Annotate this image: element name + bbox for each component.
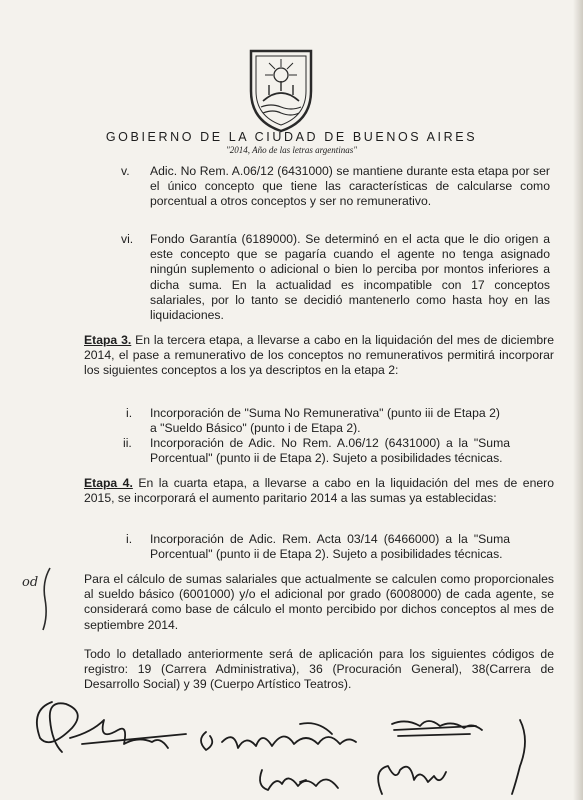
etapa4-text: En la cuarta etapa, a llevarse a cabo en la liquidación del mes de enero 2015, se incorporará el aumento paritario 2014 a las sumas ya establecidas: [84,476,554,506]
etapa3-item-ii-text: Incorporación de Adic. No Rem. A.06/12 (6431000) a la "Suma Porcentual" (punto ii de Etapa 2). Sujeto a posibilidades técnicas. [150,436,510,466]
etapa3-text: En la tercera etapa, a llevarse a cabo en la liquidación del mes de diciembre 2014, el pase a remunerativo de los conceptos no remunerativos permitirá incorporar los siguientes conceptos a los ya descriptos en la etapa 2: [84,333,554,378]
page-edge-shadow [573,0,583,800]
etapa3-heading: Etapa 3. [84,333,132,347]
final-paragraph: Todo lo detallado anteriormente será de aplicación para los siguientes códigos de registro: 19 (Carrera Administrativa), 36 (Procuración General), 38(Carrera de Desarrollo Social) y 39 (Cuerpo Artístico Teatros). [84,647,554,692]
etapa4-item-i-number: i. [126,532,133,546]
calculation-paragraph: Para el cálculo de sumas salariales que actualmente se calculen como proporcionales al sueldo básico (6001000) y/o el adicional por grado (6008000) de cada agente, se considerará como base de cálculo el monto percibido por dichos conceptos al mes de septiembre 2014. [84,572,554,632]
etapa3-item-ii-number: ii. [123,436,132,450]
etapa3-item-i-text: Incorporación de "Suma No Remunerativa" (punto iii de Etapa 2) a "Sueldo Básico" (punto i de Etapa 2). [150,406,500,436]
etapa4-item-i-text: Incorporación de Adic. Rem. Acta 03/14 (6466000) a la "Suma Porcentual" (punto ii de Etapa 2). Sujeto a posibilidades técnicas. [150,532,510,562]
etapa3-paragraph [84,333,554,379]
item-v-number: v. [121,164,130,178]
handwritten-margin-note: od [22,575,39,590]
handwritten-signatures [0,690,583,800]
year-motto: "2014, Año de las letras argentinas" [225,145,358,155]
item-v-text: Adic. No Rem. A.06/12 (6431000) se mantiene durante esta etapa por ser el único concepto que tiene las características de calcularse como porcentual a otros conceptos y ser no remunerativo. [150,164,550,209]
etapa4-heading: Etapa 4. [84,476,133,490]
city-seal-icon [245,45,317,133]
item-vi-text: Fondo Garantía (6189000). Se determinó en el acta que le dio origen a este concepto que se pagaría cuando el agente no tenga asignado ningún suplemento o adicional o bien lo perciba por montos inferiores a dicha suma. En la actualidad es incompatible con 17 conceptos salariales, por lo tanto se decidió mantenerlo como hasta hoy en las liquidaciones. [150,232,550,323]
etapa3-item-i-number: i. [126,406,133,420]
handwritten-bracket-mark [40,566,52,632]
government-title: GOBIERNO DE LA CIUDAD DE BUENOS AIRES [105,130,478,144]
etapa4-paragraph [84,476,554,506]
item-vi-number: vi. [121,232,134,246]
